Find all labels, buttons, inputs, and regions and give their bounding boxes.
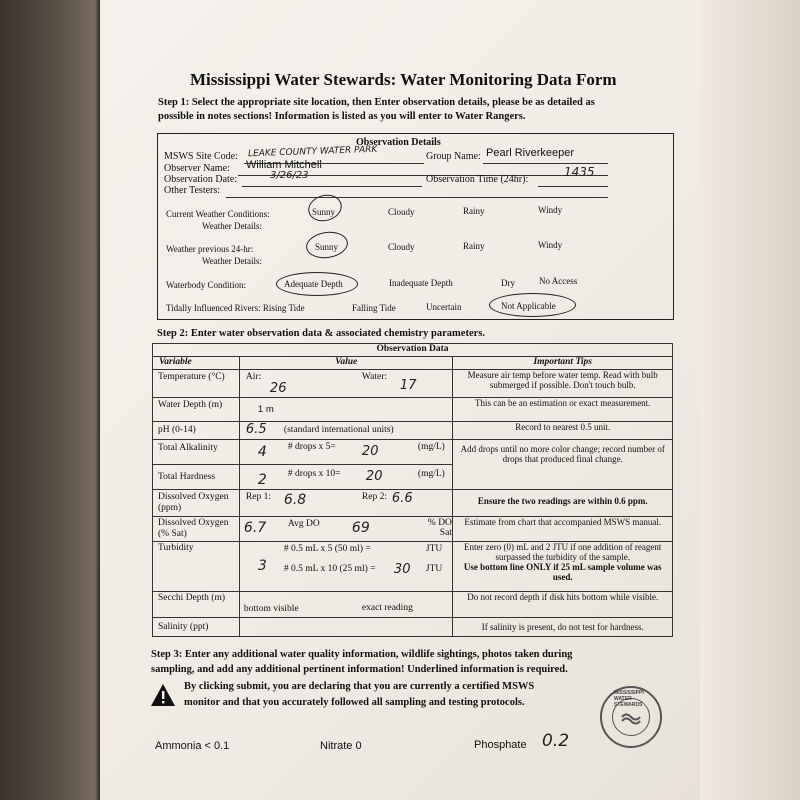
declaration-line-1: By clicking submit, you are declaring that you are currently a certified MSWS [184, 681, 535, 692]
air-label: Air: [245, 372, 262, 382]
ph-value-cell [239, 422, 453, 440]
form-paper [100, 0, 700, 800]
ammonia-reading: Ammonia < 0.1 [155, 740, 230, 752]
observation-data-header: Observation Data [153, 344, 673, 357]
salinity-tip: If salinity is present, do not test for hardness. [453, 618, 673, 637]
weather-rainy-option[interactable]: Rainy [463, 206, 485, 216]
observation-time-label: Observation Time (24hr): [426, 174, 529, 185]
hardness-label: Total Hardness [153, 465, 240, 490]
falling-tide-option[interactable]: Falling Tide [352, 303, 396, 313]
col-value-header: Value [239, 357, 453, 370]
weather-windy-option[interactable]: Windy [538, 205, 563, 215]
step2-instructions: Step 2: Enter water observation data & associated chemistry parameters. [157, 328, 485, 339]
rep2-label: Rep 2: [361, 492, 387, 502]
ph-value[interactable]: 6.5 [245, 422, 267, 437]
avg-do-label: Avg DO [287, 519, 320, 529]
observation-date-label: Observation Date: [164, 174, 238, 185]
turbidity-value[interactable]: 30 [393, 562, 411, 577]
temperature-value-cell [239, 370, 453, 398]
turbidity-formula-2: # 0.5 mL x 10 (25 ml) = [283, 564, 376, 574]
alkalinity-value-cell [239, 440, 453, 465]
seal-text: MISSISSIPPI WATER STEWARDS [614, 690, 644, 708]
do-sat-avg[interactable]: 6.7 [243, 520, 267, 536]
do-sat-label: Dissolved Oxygen (% Sat) [153, 517, 240, 542]
observation-time-value[interactable]: 1435 [564, 165, 595, 179]
current-weather-label: Current Weather Conditions: [166, 209, 270, 219]
observation-date-value[interactable]: 3/26/23 [270, 170, 309, 181]
alkalinity-unit: (mg/L) [417, 442, 445, 452]
group-name-label: Group Name: [426, 151, 481, 162]
not-applicable-option[interactable]: Not Applicable [501, 301, 556, 311]
do-sat-value[interactable]: 69 [351, 520, 370, 536]
temperature-tip: Measure air temp before water temp. Read with bulb submerged if possible. Don't touch bulb. [453, 370, 673, 398]
observation-data-table [152, 343, 673, 637]
ph-label: pH (0-14) [153, 422, 240, 440]
alkalinity-label: Total Alkalinity [153, 440, 240, 465]
observer-name-label: Observer Name: [164, 163, 230, 174]
nitrate-reading: Nitrate 0 [320, 740, 362, 752]
phosphate-label: Phosphate [474, 739, 527, 751]
hardness-unit: (mg/L) [417, 469, 445, 479]
water-depth-tip: This can be an estimation or exact measurement. [453, 398, 673, 422]
form-title: Mississippi Water Stewards: Water Monitoring Data Form [190, 70, 617, 89]
weather-previous-details-label: Weather Details: [202, 256, 262, 266]
secchi-tip: Do not record depth if disk hits bottom while visible. [453, 592, 673, 618]
salinity-value-cell[interactable] [239, 618, 453, 637]
dry-option[interactable]: Dry [501, 278, 515, 288]
site-code-label: MSWS Site Code: [164, 151, 238, 162]
declaration-line-2: monitor and that you accurately followed all sampling and testing protocols. [184, 697, 525, 708]
dissolved-oxygen-tip: Ensure the two readings are within 0.6 ppm. [453, 490, 673, 517]
turbidity-unit-1: JTU [425, 544, 443, 554]
alkalinity-value[interactable]: 20 [361, 444, 379, 459]
do-sat-unit: % DO Sat [427, 518, 452, 538]
selection-circle [276, 272, 358, 296]
turbidity-label: Turbidity [153, 542, 240, 592]
do-sat-tip: Estimate from chart that accompanied MSWS manual. [453, 517, 673, 542]
prev-rainy-option[interactable]: Rainy [463, 241, 485, 251]
selection-circle [304, 229, 349, 261]
air-value[interactable]: 26 [269, 381, 287, 396]
hardness-value-cell [239, 465, 453, 490]
salinity-label: Salinity (ppt) [153, 618, 240, 637]
water-stewards-seal [600, 686, 662, 748]
adequate-depth-option[interactable]: Adequate Depth [284, 279, 343, 289]
drops-tip: Add drops until no more color change; record number of drops that produced final change. [453, 440, 673, 490]
alkalinity-drops[interactable]: 4 [257, 444, 267, 460]
inadequate-depth-option[interactable]: Inadequate Depth [389, 278, 453, 288]
hardness-drops[interactable]: 2 [257, 472, 267, 488]
dissolved-oxygen-value-cell [239, 490, 453, 517]
rep2-value[interactable]: 6.6 [391, 491, 413, 506]
group-name-value[interactable]: Pearl Riverkeeper [486, 147, 575, 159]
prev-cloudy-option[interactable]: Cloudy [388, 242, 415, 252]
col-variable-header: Variable [153, 357, 240, 370]
waterbody-condition-label: Waterbody Condition: [166, 280, 247, 290]
weather-details-label: Weather Details: [202, 221, 262, 231]
secchi-value-cell [239, 592, 453, 618]
phosphate-value[interactable]: 0.2 [542, 731, 570, 751]
observation-details-box [157, 133, 674, 320]
tidal-label: Tidally Influenced Rivers: Rising Tide [166, 303, 305, 313]
temperature-label: Temperature (°C) [153, 370, 240, 398]
water-label: Water: [361, 372, 388, 382]
weather-cloudy-option[interactable]: Cloudy [388, 207, 415, 217]
secchi-exact-reading[interactable]: exact reading [361, 603, 413, 613]
turbidity-drops[interactable]: 3 [257, 558, 267, 574]
rep1-label: Rep 1: [245, 492, 271, 502]
turbidity-tip-2: Use bottom line ONLY if 25 mL sample volume was used. [463, 562, 662, 582]
step3-instructions-2: sampling, and add any additional pertinent information! Underlined information is required. [151, 664, 568, 675]
dissolved-oxygen-label: Dissolved Oxygen (ppm) [153, 490, 240, 517]
rep1-value[interactable]: 6.8 [283, 492, 307, 508]
warning-icon [150, 683, 176, 707]
ph-tip: Record to nearest 0.5 unit. [453, 422, 673, 440]
hardness-value[interactable]: 20 [365, 469, 383, 484]
step1-instructions-1: Step 1: Select the appropriate site location, then Enter observation details, please be as detailed as [158, 97, 595, 108]
observation-details-header: Observation Details [356, 137, 441, 148]
turbidity-unit-2: JTU [425, 564, 443, 574]
secchi-bottom-visible[interactable]: bottom visible [243, 604, 299, 614]
do-sat-value-cell [239, 517, 453, 542]
step1-instructions-2: possible in notes sections! Information is listed as you will enter to Water Rangers. [158, 111, 526, 122]
prev-windy-option[interactable]: Windy [538, 240, 563, 250]
prev-sunny-option[interactable]: Sunny [315, 242, 339, 252]
uncertain-option[interactable]: Uncertain [426, 302, 462, 312]
alkalinity-formula: # drops x 5= [287, 442, 336, 452]
background-surface [700, 0, 800, 800]
weather-previous-label: Weather previous 24-hr: [166, 244, 254, 254]
site-code-value[interactable]: LEAKE COUNTY WATER PARK [247, 144, 378, 160]
secchi-label: Secchi Depth (m) [153, 592, 240, 618]
selection-circle [489, 293, 576, 317]
turbidity-value-cell [239, 542, 453, 592]
water-value[interactable]: 17 [399, 378, 417, 393]
other-testers-label: Other Testers: [164, 185, 221, 196]
observer-name-value[interactable]: William Mitchell [246, 159, 322, 171]
water-depth-value[interactable]: 1 m [239, 398, 453, 422]
water-depth-label: Water Depth (m) [153, 398, 240, 422]
col-tips-header: Important Tips [453, 357, 673, 370]
hardness-formula: # drops x 10= [287, 469, 341, 479]
weather-sunny-option[interactable]: Sunny [312, 207, 336, 217]
no-access-option[interactable]: No Access [539, 276, 578, 286]
step3-instructions-1: Step 3: Enter any additional water quality information, wildlife sightings, photos taken during [151, 649, 573, 660]
turbidity-formula-1: # 0.5 mL x 5 (50 ml) = [283, 544, 371, 554]
turbidity-tip-1: Enter zero (0) mL and 2 JTU if one addition of reagent surpassed the turbidity of the sample. [464, 542, 662, 562]
turbidity-tip-cell [453, 542, 673, 592]
ph-units: (standard international units) [283, 425, 394, 435]
